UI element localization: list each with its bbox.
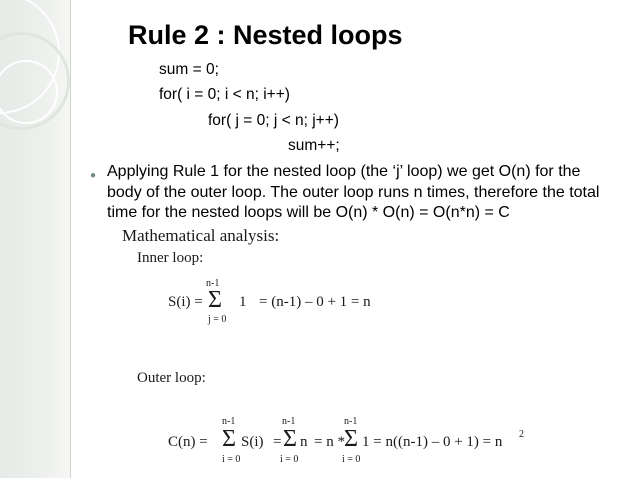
bullet-text: Applying Rule 1 for the nested loop (the ‘j’ loop) we get O(n) for the body of the outer loop. The outer loop runs n times, therefore the total time for the nested loops will be O(n) * O(n) = O(n*n) = C — [107, 163, 600, 221]
code-line: sum = 0; — [159, 61, 219, 78]
sigma-symbol: Σ — [208, 287, 222, 313]
sum-lower-limit: i = 0 — [280, 454, 299, 465]
sigma-symbol: Σ — [283, 426, 297, 452]
exponent: 2 — [519, 429, 524, 440]
sum-lower-limit: i = 0 — [342, 454, 361, 465]
sum-lower-limit: j = 0 — [208, 314, 227, 325]
math-analysis-image — [122, 226, 522, 466]
inner-rhs: = (n-1) – 0 + 1 = n — [259, 294, 371, 310]
sum-upper-limit: n-1 — [222, 416, 236, 427]
sigma-symbol: Σ — [222, 426, 236, 452]
slide-title: Rule 2 : Nested loops — [128, 20, 403, 50]
sum-upper-limit: n-1 — [206, 278, 220, 289]
math-heading: Mathematical analysis: — [122, 226, 280, 245]
outer-equals: = — [273, 434, 282, 450]
outer-result: 1 = n((n-1) – 0 + 1) = n — [362, 434, 503, 450]
bullet-icon: ● — [90, 170, 97, 181]
sigma-symbol: Σ — [344, 426, 358, 452]
code-line: for( i = 0; i < n; i++) — [159, 86, 290, 103]
code-line: sum++; — [288, 137, 340, 154]
outer-loop-label: Outer loop: — [137, 370, 206, 386]
outer-multiply: = n * — [314, 434, 345, 450]
inner-lhs: S(i) = — [168, 294, 203, 310]
inner-term: 1 — [239, 294, 247, 310]
sum-lower-limit: i = 0 — [222, 454, 241, 465]
sum-upper-limit: n-1 — [344, 416, 358, 427]
outer-term-2: n — [300, 434, 308, 450]
outer-lhs: C(n) = — [168, 434, 208, 450]
code-line: for( j = 0; j < n; j++) — [208, 112, 339, 129]
sum-upper-limit: n-1 — [282, 416, 296, 427]
band-divider — [70, 0, 71, 478]
outer-term-1: S(i) — [241, 434, 264, 450]
inner-loop-label: Inner loop: — [137, 250, 204, 266]
